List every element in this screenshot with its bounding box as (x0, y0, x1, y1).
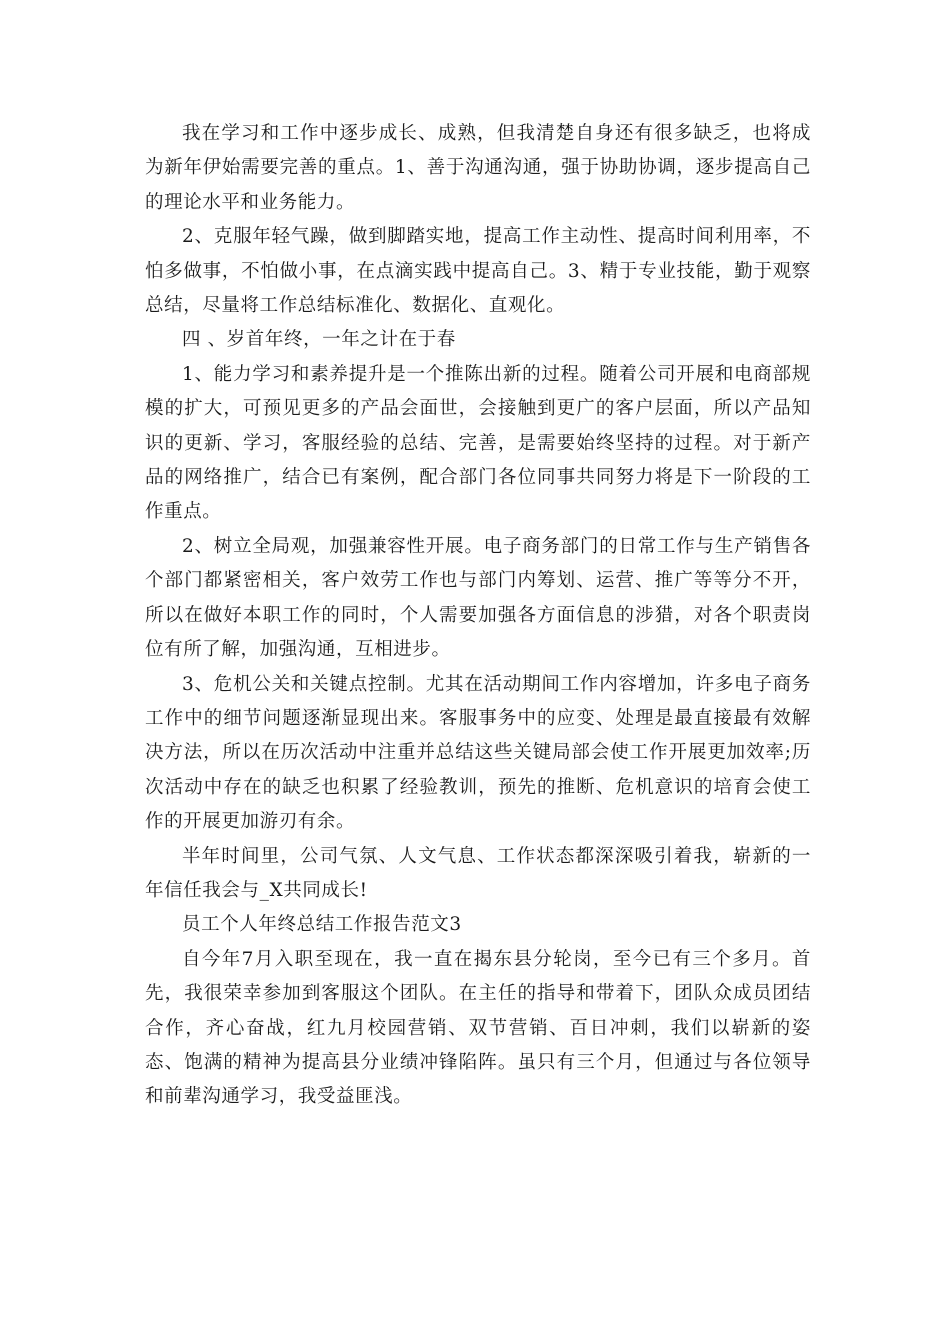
paragraph: 2、克服年轻气躁，做到脚踏实地，提高工作主动性、提高时间利用率，不怕多做事，不怕做小事，在点滴实践中提高自己。3、精于专业技能，勤于观察总结，尽量将工作总结标准化、数据化、直观化。 (145, 226, 811, 317)
section-heading: 四 、岁首年终，一年之计在于春 (182, 329, 456, 351)
paragraph: 自今年7月入职至现在，我一直在揭东县分轮岗，至今已有三个多月。首先，我很荣幸参加到客服这个团队。在主任的指导和带着下，团队众成员团结合作，齐心奋战，红九月校园营销、双节营销、百日冲刺，我们以崭新的姿态、饱满的精神为提高县分业绩冲锋陷阵。虽只有三个月，但通过与各位领导和前辈沟通学习，我受益匪浅。 (145, 948, 811, 1108)
paragraph: 我在学习和工作中逐步成长、成熟，但我清楚自身还有很多缺乏，也将成为新年伊始需要完善的重点。1、善于沟通沟通，强于协助协调，逐步提高自己的理论水平和业务能力。 (145, 123, 811, 213)
paragraph: 2、树立全局观，加强兼容性开展。电子商务部门的日常工作与生产销售各个部门都紧密相关，客户效劳工作也与部门内筹划、运营、推广等等分不开，所以在做好本职工作的同时，个人需要加强各方面信息的涉猎，对各个职责岗位有所了解，加强沟通，互相进步。 (145, 535, 811, 661)
paragraph: 半年时间里，公司气氛、人文气息、工作状态都深深吸引着我，崭新的一年信任我会与_X共同成长! (145, 845, 811, 901)
article-title: 员工个人年终总结工作报告范文3 (182, 914, 462, 936)
document-body (145, 117, 811, 1115)
paragraph: 3、危机公关和关键点控制。尤其在活动期间工作内容增加，许多电子商务工作中的细节问题逐渐显现出来。客服事务中的应变、处理是最直接最有效解决方法，所以在历次活动中注重并总结这些关键局部会使工作开展更加效率;历次活动中存在的缺乏也积累了经验教训，预先的推断、危机意识的培育会使工作的开展更加游刃有余。 (145, 673, 811, 833)
paragraph: 1、能力学习和素养提升是一个推陈出新的过程。随着公司开展和电商部规模的扩大，可预见更多的产品会面世，会接触到更广的客户层面，所以产品知识的更新、学习，客服经验的总结、完善，是需要始终坚持的过程。对于新产品的网络推广，结合已有案例，配合部门各位同事共同努力将是下一阶段的工作重点。 (145, 363, 811, 523)
